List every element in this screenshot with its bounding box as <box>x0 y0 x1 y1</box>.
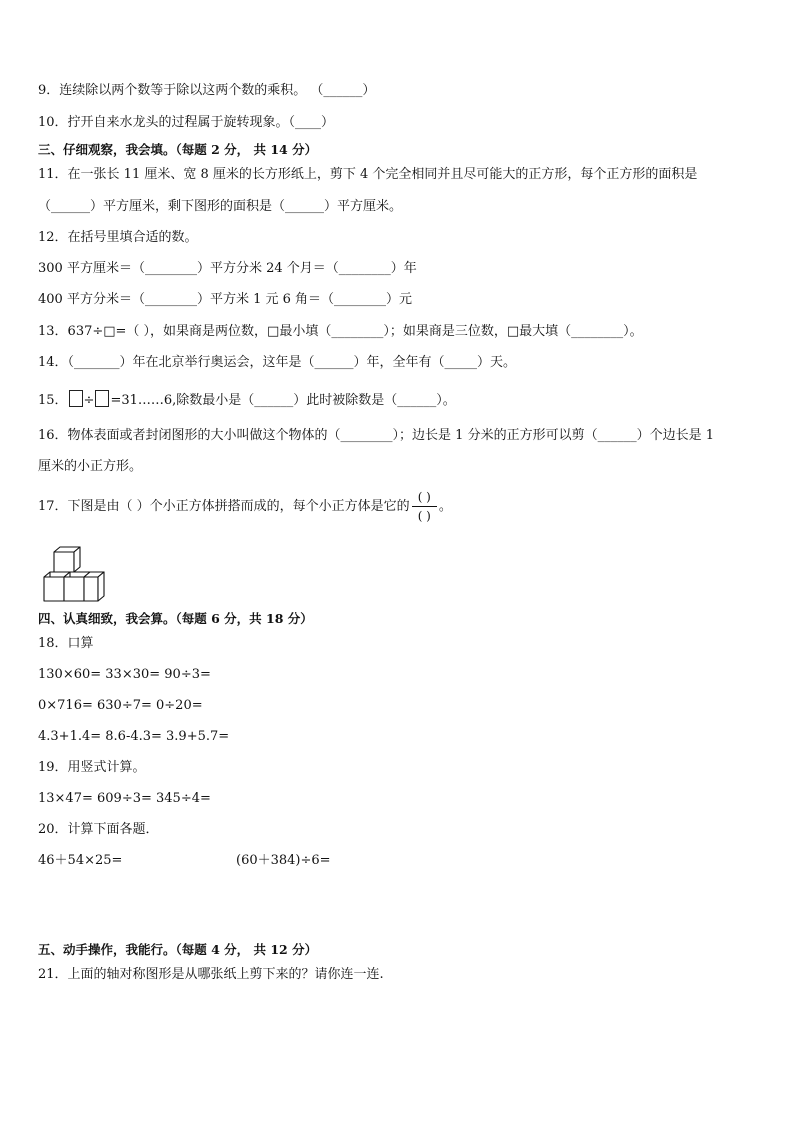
question-17 <box>38 490 452 523</box>
question-18-row2: 0×716= 630÷7= 0÷20= <box>38 698 203 713</box>
question-18-row3: 4.3+1.4= 8.6-4.3= 3.9+5.7= <box>38 729 230 744</box>
question-19: 19．用竖式计算。 <box>38 760 146 775</box>
question-12: 12．在括号里填合适的数。 <box>38 230 198 245</box>
section-4-heading: 四、认真细致，我会算。（每题 6 分，共 18 分） <box>38 611 313 626</box>
question-21: 21．上面的轴对称图形是从哪张纸上剪下来的？请你连一连. <box>38 967 384 982</box>
divisor-box <box>95 390 109 407</box>
question-9: 9．连续除以两个数等于除以这两个数的乘积。 （______） <box>38 83 376 98</box>
fraction <box>412 490 437 523</box>
question-20-expr1: 46＋54×25= <box>38 853 123 868</box>
question-20-expr2: (60＋384)÷6= <box>236 853 331 868</box>
question-15-prefix: 15． <box>38 393 68 408</box>
question-10: 10．拧开自来水龙头的过程属于旋转现象。（____） <box>38 115 335 130</box>
stacked-cubes-figure <box>40 546 110 604</box>
question-12-row2: 400 平方分米＝（________）平方米 1 元 6 角＝（________）元 <box>38 292 413 307</box>
question-17-text: 17．下图是由（ ）个小正方体拼搭而成的，每个小正方体是它的 <box>38 499 410 514</box>
question-17-end: 。 <box>438 499 452 514</box>
fraction-numerator: ( ) <box>417 490 431 504</box>
question-19-row1: 13×47= 609÷3= 345÷4= <box>38 791 211 806</box>
section-5-heading: 五、动手操作，我能行。（每题 4 分， 共 12 分） <box>38 942 318 957</box>
question-15-suffix: =31……6,除数最小是（______）此时被除数是（______）。 <box>110 393 456 408</box>
fraction-bar <box>412 506 437 507</box>
question-20: 20．计算下面各题． <box>38 822 159 837</box>
question-18: 18．口算 <box>38 636 94 651</box>
question-15-operator: ÷ <box>83 393 95 408</box>
question-16-line2: 厘米的小正方形。 <box>38 459 143 474</box>
fraction-denominator: ( ) <box>417 509 431 523</box>
section-3-heading: 三、仔细观察，我会填。（每题 2 分， 共 14 分） <box>38 142 318 157</box>
question-16-line1: 16．物体表面或者封闭图形的大小叫做这个物体的（________）；边长是 1 分米的正方形可以剪（______）个边长是 1 <box>38 428 714 443</box>
question-18-row1: 130×60= 33×30= 90÷3= <box>38 667 211 682</box>
question-12-row1: 300 平方厘米＝（________）平方分米 24 个月＝（________）年 <box>38 261 417 276</box>
question-11-line2: （______）平方厘米，剩下图形的面积是（______）平方厘米。 <box>38 199 403 214</box>
question-15 <box>38 390 456 409</box>
question-14: 14．（_______）年在北京举行奥运会，这年是（______）年，全年有（_____）天。 <box>38 355 517 370</box>
question-11-line1: 11．在一张长 11 厘米、宽 8 厘米的长方形纸上，剪下 4 个完全相同并且尽可能大的正方形，每个正方形的面积是 <box>38 167 698 182</box>
question-13: 13．637÷□=（ ），如果商是两位数，□最小填（________）；如果商是三位数，□最大填（________）。 <box>38 324 643 339</box>
dividend-box <box>69 390 83 407</box>
